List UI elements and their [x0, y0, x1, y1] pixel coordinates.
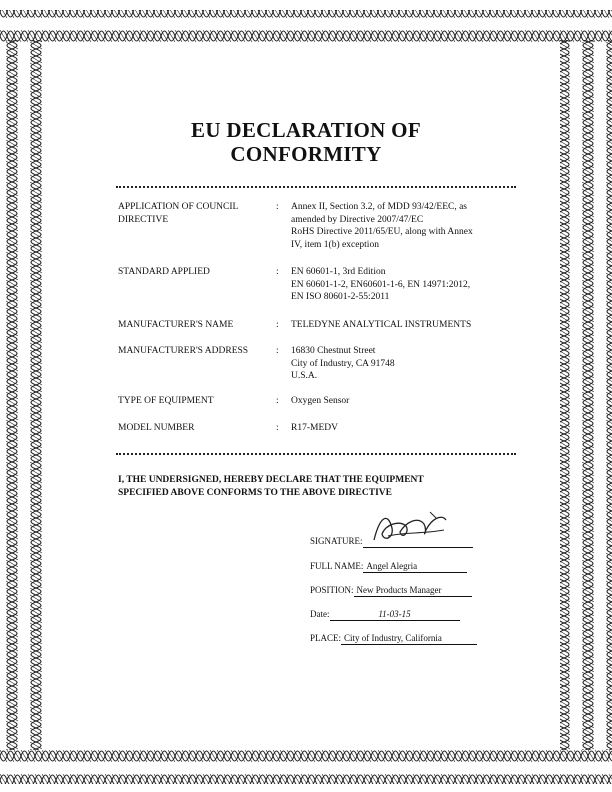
value-line: EN 60601-1, 3rd Edition	[291, 267, 386, 277]
row-colon: :	[276, 396, 279, 406]
row-label: APPLICATION OF COUNCIL DIRECTIVE	[118, 202, 238, 225]
row-label: MANUFACTURER'S ADDRESS	[118, 346, 249, 356]
value-line: R17-MEDV	[291, 423, 338, 433]
row-value	[291, 319, 515, 332]
row-value	[291, 422, 515, 435]
row-label: TYPE OF EQUIPMENT	[118, 396, 214, 406]
row-colon: :	[276, 346, 279, 356]
value-line: Oxygen Sensor	[291, 396, 350, 406]
signature-line	[310, 535, 473, 548]
divider-bottom	[116, 453, 516, 455]
divider-top	[116, 186, 516, 188]
date-label: Date:	[310, 609, 330, 619]
date-value: 11-03-15	[330, 608, 460, 621]
declaration-line-2: SPECIFIED ABOVE CONFORMS TO THE ABOVE DIRECTIVE	[118, 487, 392, 498]
document-title-line-1: EU DECLARATION OF	[191, 118, 421, 142]
row-value	[291, 395, 515, 408]
row-label: MANUFACTURER'S NAME	[118, 320, 234, 330]
full-name-line	[310, 560, 467, 573]
declaration-line-1: I, THE UNDERSIGNED, HEREBY DECLARE THAT THE EQUIPMENT	[118, 475, 424, 485]
row-colon: :	[276, 320, 279, 330]
row-value	[291, 201, 515, 251]
place-line	[310, 632, 477, 645]
signature-label: SIGNATURE:	[310, 536, 363, 546]
row-colon: :	[276, 202, 279, 212]
date-line	[310, 608, 460, 621]
position-label: POSITION:	[310, 585, 354, 595]
value-line: IV, item 1(b) exception	[291, 239, 379, 250]
place-label: PLACE:	[310, 633, 342, 643]
row-label: STANDARD APPLIED	[118, 267, 210, 277]
value-line: City of Industry, CA 91748	[291, 358, 395, 369]
full-name-value: Angel Alegria	[363, 560, 467, 573]
position-value: New Products Manager	[354, 584, 472, 597]
value-line: amended by Directive 2007/47/EC	[291, 214, 424, 225]
value-line: 16830 Chestnut Street	[291, 346, 376, 356]
row-colon: :	[276, 423, 279, 433]
row-value	[291, 266, 515, 304]
row-label: MODEL NUMBER	[118, 423, 195, 433]
value-line: Annex II, Section 3.2, of MDD 93/42/EEC, as	[291, 202, 467, 212]
document-title-line-2: CONFORMITY	[230, 142, 382, 166]
position-line	[310, 584, 472, 597]
full-name-label: FULL NAME:	[310, 561, 364, 571]
value-line: RoHS Directive 2011/65/EU, along with Annex	[291, 227, 473, 237]
signature-field	[363, 535, 473, 548]
row-value	[291, 345, 515, 383]
value-line: TELEDYNE ANALYTICAL INSTRUMENTS	[291, 320, 472, 330]
declaration-statement	[118, 474, 518, 499]
row-colon: :	[276, 267, 279, 277]
value-line: EN ISO 80601-2-55:2011	[291, 292, 390, 302]
place-value: City of Industry, California	[341, 632, 477, 645]
value-line: U.S.A.	[291, 371, 318, 381]
value-line: EN 60601-1-2, EN60601-1-6, EN 14971:2012,	[291, 279, 471, 290]
